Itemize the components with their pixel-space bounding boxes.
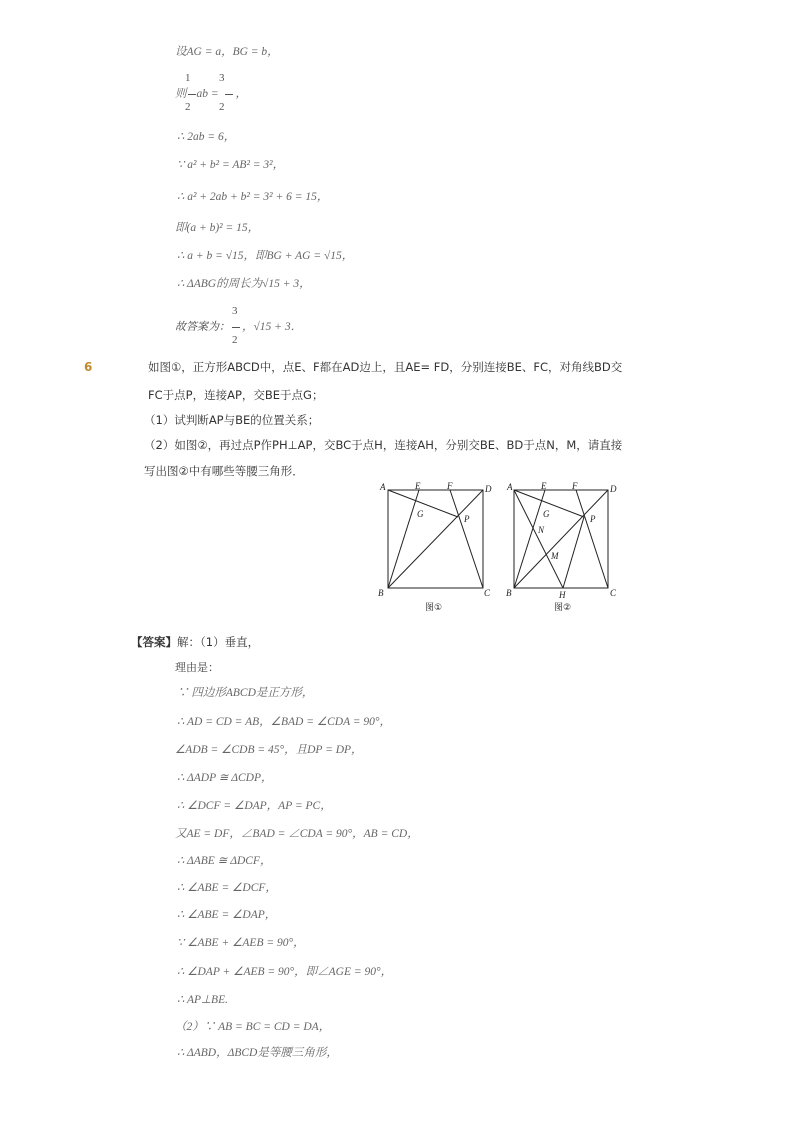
solution-line: ∵ a² + b² = AB² = 3²， [177,159,285,171]
label-M: M [551,551,559,561]
answer-line: ∴ ∠DAP + ∠AEB = 90°，即∠AGE = 90°， [177,966,393,978]
solution-line: 设AG = a，BG = b， [175,46,279,58]
question-text: （2）如图②，再过点P作PH⊥AP，交BC于点H，连接AH，分别交BE、BD于点N，M，请直接 [144,438,623,452]
answer-line: ∴ ΔABE ≅ ΔDCF， [177,855,272,867]
answer-line: ∴ ΔABD，ΔBCD是等腰三角形， [177,1047,338,1059]
answer-header: 【答案】解：（1）垂直， [131,635,260,649]
figure-2 [514,490,608,588]
question-text: 写出图②中有哪些等腰三角形． [144,464,304,478]
label-N: N [538,525,545,535]
solution-line: ∴ a² + 2ab + b² = 3² + 6 = 15， [177,191,329,203]
solution-line: 即(a + b)² = 15， [175,222,260,234]
label-C: C [484,588,491,598]
fraction-denominator: 2 [185,101,191,113]
label-G: G [417,509,424,519]
answer-line: ∴ ΔADP ≅ ΔCDP， [177,772,273,784]
answer-line: （2）∵ AB = BC = CD = DA， [175,1021,331,1033]
label-H: H [559,590,566,600]
answer-line: 又AE = DF，∠BAD = ∠CDA = 90°，AB = CD， [175,828,419,840]
fraction-numerator: 3 [232,305,238,317]
answer-line: ∴ ∠ABE = ∠DCF， [177,882,277,894]
label-B: B [378,588,384,598]
question-number: 6 [84,360,93,374]
label-P: P [590,514,596,524]
figure-1-caption: 图① [425,603,443,613]
question-text: 如图①，正方形ABCD中，点E、F都在AD边上，且AE= FD，分别连接BE、FC，对角线BD交 [148,360,623,374]
figure-2-caption: 图② [554,603,572,613]
label-D: D [610,484,617,494]
question-text: FC于点P，连接AP，交BE于点G； [148,388,324,402]
label-F: F [572,481,578,491]
answer-line: 理由是： [175,661,219,674]
label-E: E [415,481,421,491]
label-C: C [610,588,617,598]
label-A: A [380,482,386,492]
answer-label: 【答案】 [131,635,177,649]
answer-line: ∴ AD = CD = AB，∠BAD = ∠CDA = 90°， [177,716,392,728]
question-text: （1）试判断AP与BE的位置关系； [144,413,320,427]
solution-line: 故答案为： ，√15 + 3． [175,320,303,333]
solution-line: ∴ ΔABG的周长为√15 + 3， [177,278,311,290]
label-A: A [507,482,513,492]
fraction-numerator: 3 [219,72,225,84]
label-G: G [543,509,550,519]
fraction-numerator: 1 [185,72,191,84]
answer-line: ∴ ∠ABE = ∠DAP， [177,909,277,921]
answer-line: ∴ ∠DCF = ∠DAP，AP = PC， [177,800,332,812]
label-B: B [506,588,512,598]
figure-1 [388,490,483,588]
answer-line: ∵ 四边形ABCD是正方形， [177,687,314,699]
label-P: P [464,514,470,524]
label-D: D [485,484,492,494]
solution-line: 则 ab = ， [175,88,248,100]
answer-line: ∠ADB = ∠CDB = 45°，且DP = DP， [175,744,363,756]
answer-line: ∴ AP⊥BE. [177,994,228,1006]
label-E: E [541,481,547,491]
solution-line: ∴ 2ab = 6， [177,131,236,143]
label-F: F [447,481,453,491]
fraction-denominator: 2 [219,101,225,113]
solution-line: ∴ a + b = √15，即BG + AG = √15， [177,250,354,262]
fraction-denominator: 2 [232,334,238,346]
answer-line: ∵ ∠ABE + ∠AEB = 90°， [177,937,305,949]
